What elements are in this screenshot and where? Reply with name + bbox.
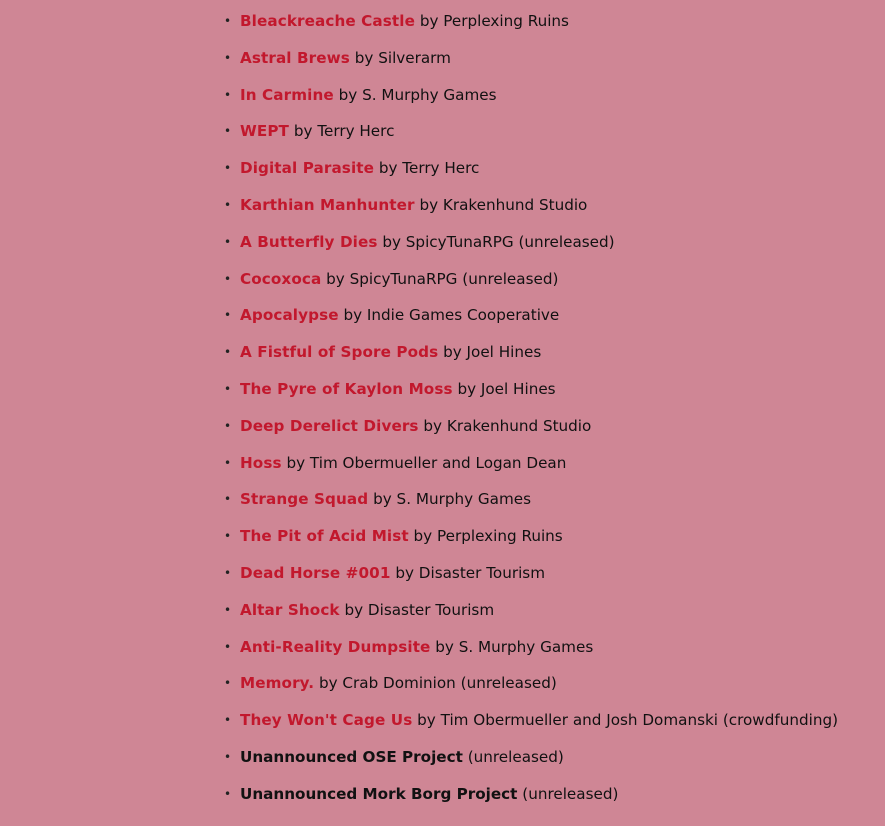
game-credit: by SpicyTunaRPG (unreleased): [326, 269, 559, 288]
game-credit: by Tim Obermueller and Logan Dean: [286, 453, 567, 472]
game-link[interactable]: The Pyre of Kaylon Moss: [240, 379, 453, 398]
game-credit: by Disaster Tourism: [344, 600, 495, 619]
bullet-icon: •: [224, 455, 232, 470]
game-credit: by Silverarm: [354, 48, 451, 67]
list-item: [224, 450, 838, 487]
list-item: [224, 118, 838, 155]
game-credit: by Terry Herc: [293, 122, 395, 141]
bullet-icon: •: [224, 234, 232, 249]
bullet-icon: •: [224, 529, 232, 544]
game-link[interactable]: Dead Horse #001: [240, 563, 391, 582]
game-link[interactable]: A Fistful of Spore Pods: [240, 343, 439, 362]
game-link[interactable]: Strange Squad: [240, 490, 369, 509]
bullet-icon: •: [224, 381, 232, 396]
list-item: [224, 781, 838, 818]
list-item: [224, 302, 838, 339]
game-credit: (unreleased): [522, 784, 619, 803]
list-item: [224, 229, 838, 266]
game-link[interactable]: WEPT: [240, 122, 290, 141]
game-title: Unannounced OSE Project: [240, 747, 463, 766]
game-link[interactable]: Astral Brews: [240, 48, 350, 67]
bullet-icon: •: [224, 676, 232, 691]
game-link[interactable]: Hoss: [240, 453, 282, 472]
game-link[interactable]: Apocalypse: [240, 306, 339, 325]
list-item: [224, 155, 838, 192]
list-item: [224, 523, 838, 560]
game-title: Unannounced Mork Borg Project: [240, 784, 518, 803]
game-credit: by Joel Hines: [443, 343, 542, 362]
list-item: [224, 82, 838, 119]
bullet-icon: •: [224, 197, 232, 212]
bullet-icon: •: [224, 345, 232, 360]
game-link[interactable]: Deep Derelict Divers: [240, 416, 419, 435]
game-link[interactable]: A Butterfly Dies: [240, 232, 378, 251]
game-credit: by Crab Dominion (unreleased): [318, 674, 557, 693]
bullet-icon: •: [224, 14, 232, 28]
bullet-icon: •: [224, 161, 232, 176]
list-item: [224, 192, 838, 229]
list-item: [224, 707, 838, 744]
list-item: [224, 560, 838, 597]
game-credit: by Krakenhund Studio: [419, 195, 588, 214]
bullet-icon: •: [224, 124, 232, 139]
game-link[interactable]: Karthian Manhunter: [240, 195, 415, 214]
game-credit: by Indie Games Cooperative: [343, 306, 560, 325]
game-credit: (unreleased): [467, 747, 564, 766]
game-credit: by Tim Obermueller and Josh Domanski (crowdfunding): [417, 711, 839, 730]
game-credit: by Terry Herc: [378, 159, 480, 178]
list-item: [224, 486, 838, 523]
list-item: [224, 670, 838, 707]
game-credit: by S. Murphy Games: [373, 490, 532, 509]
list-item: [224, 266, 838, 303]
bullet-icon: •: [224, 565, 232, 580]
list-item: [224, 45, 838, 82]
list-item: [224, 634, 838, 671]
game-credit: by S. Murphy Games: [435, 637, 594, 656]
game-credit: by Krakenhund Studio: [423, 416, 592, 435]
bullet-icon: •: [224, 87, 232, 102]
bullet-icon: •: [224, 713, 232, 728]
game-credit: by Joel Hines: [457, 379, 556, 398]
list-item: [224, 376, 838, 413]
game-credit: by S. Murphy Games: [338, 85, 497, 104]
game-credit: by Disaster Tourism: [395, 563, 545, 582]
game-link[interactable]: Digital Parasite: [240, 159, 375, 178]
game-link[interactable]: Memory.: [240, 674, 315, 693]
bullet-icon: •: [224, 50, 232, 65]
list-item: [224, 339, 838, 376]
bullet-icon: •: [224, 786, 232, 801]
bullet-icon: •: [224, 639, 232, 654]
game-credit: by Perplexing Ruins: [419, 12, 569, 30]
list-item: [224, 413, 838, 450]
bullet-icon: •: [224, 308, 232, 323]
bullet-icon: •: [224, 749, 232, 764]
list-item: [224, 744, 838, 781]
list-item: [224, 8, 838, 45]
game-link[interactable]: Bleackreache Castle: [240, 12, 415, 30]
game-link[interactable]: In Carmine: [240, 85, 334, 104]
game-link[interactable]: Altar Shock: [240, 600, 340, 619]
game-link[interactable]: They Won't Cage Us: [240, 711, 413, 730]
bullet-icon: •: [224, 492, 232, 507]
list-item: [224, 597, 838, 634]
game-credit: by SpicyTunaRPG (unreleased): [382, 232, 615, 251]
game-link[interactable]: Anti-Reality Dumpsite: [240, 637, 431, 656]
bullet-icon: •: [224, 271, 232, 286]
game-link[interactable]: Cocoxoca: [240, 269, 322, 288]
game-credit: by Perplexing Ruins: [413, 527, 563, 546]
game-list: [224, 8, 838, 818]
bullet-icon: •: [224, 602, 232, 617]
bullet-icon: •: [224, 418, 232, 433]
game-link[interactable]: The Pit of Acid Mist: [240, 527, 409, 546]
